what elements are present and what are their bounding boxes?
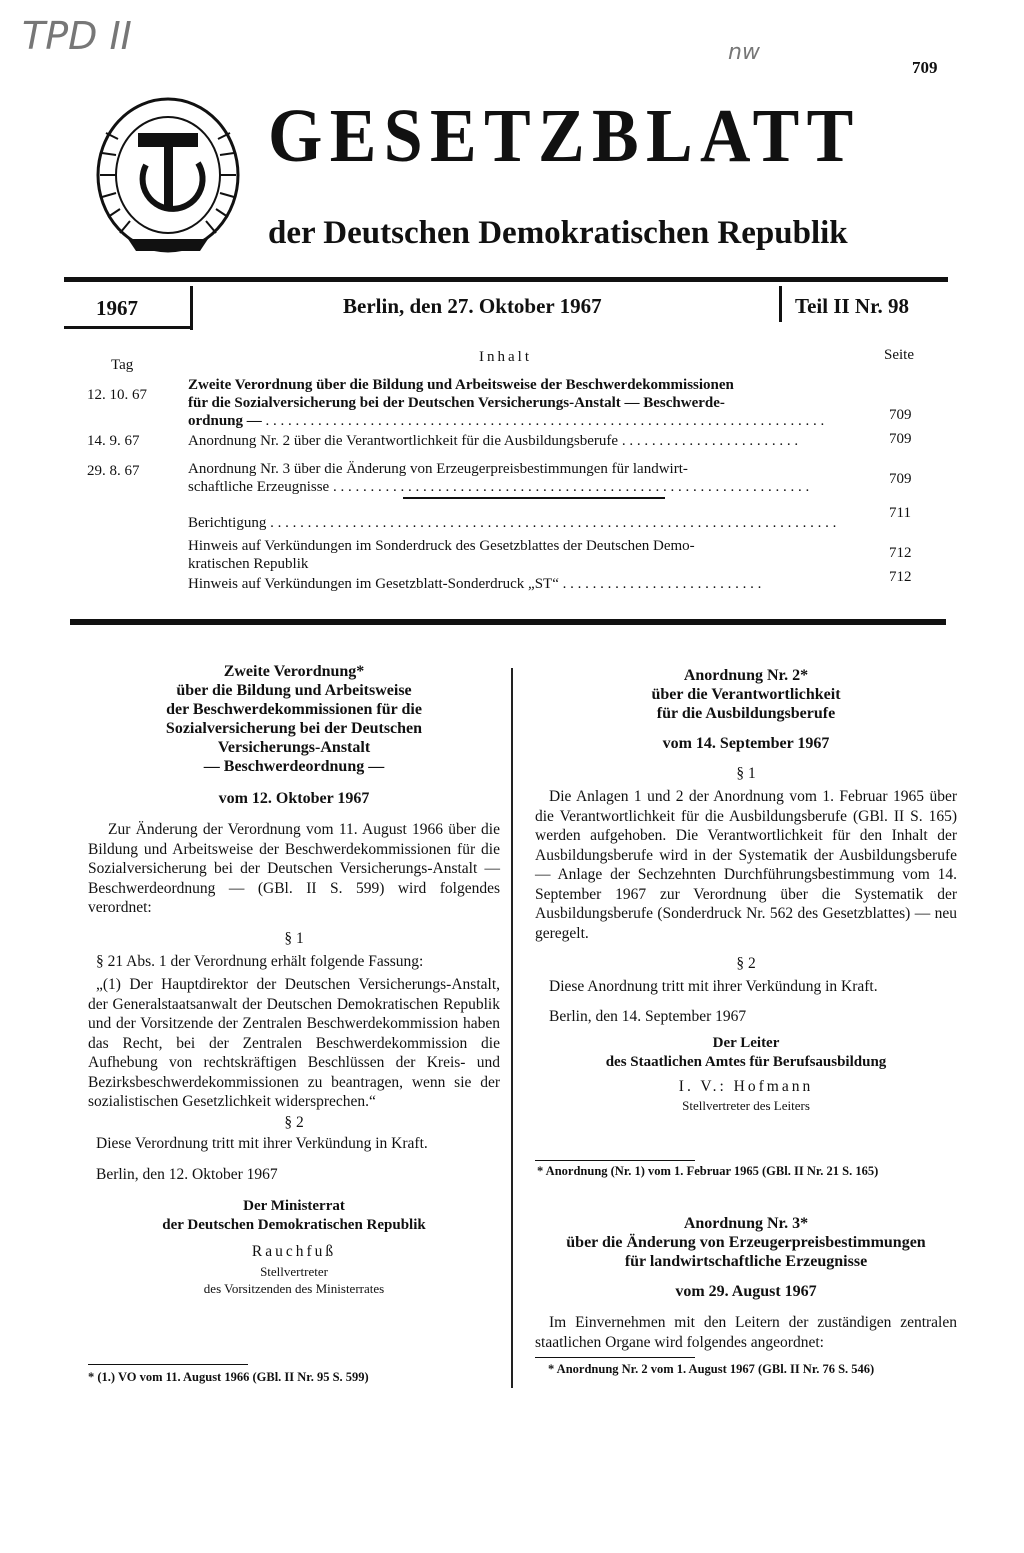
- right-footnote-rule: [535, 1160, 695, 1161]
- left-footnote: * (1.) VO vom 11. August 1966 (GBl. II Nr. 95 S. 599): [88, 1370, 369, 1384]
- issue-date: Berlin, den 27. Oktober 1967: [343, 294, 602, 318]
- left-heading: [88, 662, 500, 776]
- heading-line: Versicherungs-Anstalt: [217, 739, 371, 756]
- left-place-date: Berlin, den 12. Oktober 1967: [96, 1166, 278, 1183]
- toc-bottom-rule: [70, 619, 946, 625]
- left-signature-role: [88, 1263, 500, 1297]
- toc-entry-page: 711: [889, 505, 911, 521]
- right-signature-role: Stellvertreter des Leiters: [682, 1098, 810, 1113]
- issue-bar-divider-2: [779, 286, 782, 322]
- masthead-title: GESETZBLATT: [268, 94, 861, 178]
- toc-entry: [188, 537, 843, 573]
- heading-line: Sozialversicherung bei der Deutschen: [165, 720, 423, 737]
- sig-line: Der Leiter: [712, 1035, 780, 1051]
- sig-line: Der Ministerrat: [243, 1197, 345, 1214]
- right-section-2: § 2: [736, 955, 756, 972]
- left-column: [88, 662, 500, 1297]
- heading-line: Anordnung Nr. 2*: [683, 667, 809, 684]
- left-signature-name: Rauchfuß: [251, 1242, 337, 1260]
- toc-entry: Anordnung Nr. 2 über die Verantwortlichkeit für die Ausbildungsberufe . . . . . . . . . . . . . . . . . . . . . . . .: [188, 433, 799, 449]
- column-divider: [511, 668, 513, 1388]
- toc-entry-page: 712: [889, 545, 912, 561]
- toc-separator: [403, 497, 665, 499]
- right-footnote: * Anordnung (Nr. 1) vom 1. Februar 1965 (GBl. II Nr. 21 S. 165): [537, 1164, 879, 1178]
- page-number: 709: [912, 58, 938, 77]
- toc-entry: Anordnung Nr. 3 über die Änderung von Erzeugerpreisbestimmungen für landwirt- schaftliche Erzeugnisse . . . . . . . . . . . . . . . . . . . . . . . . . . . . . . . . . . . . . . . . . . . . . . . . . . . . . . . . . . . . . . . .: [188, 460, 843, 496]
- toc-entry: Berichtigung . . . . . . . . . . . . . . . . . . . . . . . . . . . . . . . . . . . . . . . . . . . . . . . . . . . . . . . . . . . . . . . . . . . . . . . . . . . .: [188, 515, 837, 531]
- toc-entry-page: 709: [889, 407, 912, 423]
- heading-line: über die Bildung und Arbeitsweise: [176, 682, 412, 699]
- sig-line: der Deutschen Demokratischen Republik: [162, 1216, 426, 1233]
- issue-bar-divider: [190, 286, 193, 330]
- left-section-1-quote: „(1) Der Hauptdirektor der Deutschen Versicherungs-Anstalt, der Generalstaatsanwalt der Deutschen Demokratischen Republik und der Vorsitzende der Zentralen Beschwerdekommission haben das Recht, bei der Zentralen Beschwerdekommission die Aufhebung von rechtskräftigen Beschlüssen der Kreis- und Bezirksbeschwerdekommissionen zu beantragen, wenn sie der sozialistischen Gesetzlichkeit widersprechen.“: [88, 976, 500, 1110]
- right-heading-3: [535, 1214, 957, 1271]
- state-emblem-icon: [88, 93, 248, 263]
- left-intro: Zur Änderung der Verordnung vom 11. August 1966 über die Bildung und Arbeitsweise der Beschwerdekommissionen für die Sozialversicherung bei der Deutschen Versicherungs-Anstalt — Beschwerdeordnung — (GBl. II S. 599) wird folgendes verordnet:: [88, 821, 500, 916]
- toc-entry-line: Berichtigung: [188, 515, 267, 531]
- left-date: vom 12. Oktober 1967: [218, 790, 370, 807]
- right-place-date: Berlin, den 14. September 1967: [549, 1007, 747, 1025]
- toc-col-inhalt: Inhalt: [479, 349, 532, 365]
- right-column: [535, 666, 957, 1114]
- toc-entry-page: 709: [889, 431, 912, 447]
- right-section-1-text: Die Anlagen 1 und 2 der Anordnung vom 1. Februar 1965 über die Verantwortlichkeit für die Ausbildungsberufe (GBl. II S. 165) werden aufgehoben. Die Verantwortlichkeit für den Inhalt der Ausbildungsberufe wird in der Systematik der Ausbildungsberufe — Anlage der Sechzehnten Durchführungsbestimmung vom 14. September 1967 zur Verordnung über die Systematik der Ausbildungsberufe (Sonderdruck Nr. 562 des Gesetzblattes) — neu geregelt.: [535, 788, 957, 942]
- toc-entry-line: Anordnung Nr. 2 über die Verantwortlichkeit für die Ausbildungsberufe: [188, 433, 619, 449]
- issue-part: Teil II Nr. 98: [795, 294, 909, 318]
- right-footnote-3: * Anordnung Nr. 2 vom 1. August 1967 (GBl. II Nr. 76 S. 546): [548, 1362, 875, 1376]
- right-date-3: vom 29. August 1967: [675, 1283, 817, 1300]
- toc-col-seite: Seite: [884, 347, 914, 363]
- left-section-2: § 2: [284, 1113, 304, 1131]
- heading-line: Zweite Verordnung*: [223, 663, 365, 680]
- toc-entry-page: 712: [889, 569, 912, 585]
- sig-line: des Vorsitzenden des Ministerrates: [203, 1280, 385, 1296]
- toc-entry-line: Anordnung Nr. 3 über die Änderung von Erzeugerpreisbestimmungen für landwirt-: [188, 461, 688, 477]
- left-section-2-text: Diese Verordnung tritt mit ihrer Verkündung in Kraft.: [96, 1134, 428, 1152]
- toc-entry-line: schaftliche Erzeugnisse: [188, 479, 330, 495]
- toc-entry-line: kratischen Republik: [188, 556, 309, 572]
- heading-line: über die Verantwortlichkeit: [651, 686, 841, 703]
- left-section-1-text: § 21 Abs. 1 der Verordnung erhält folgende Fassung:: [96, 952, 424, 970]
- heading-line: der Beschwerdekommissionen für die: [166, 701, 422, 718]
- left-signature-org: [88, 1197, 500, 1235]
- right-signature-name: I. V.: Hofmann: [678, 1078, 814, 1095]
- heading-line: für die Ausbildungsberufe: [656, 705, 836, 722]
- right-intro-3: Im Einvernehmen mit den Leitern der zuständigen zentralen staatlichen Organe wird folgendes angeordnet:: [535, 1314, 957, 1351]
- heading-line: — Beschwerdeordnung —: [203, 758, 385, 775]
- right-section-2-text: Diese Anordnung tritt mit ihrer Verkündung in Kraft.: [549, 978, 878, 995]
- heading-line: Anordnung Nr. 3*: [683, 1215, 809, 1232]
- sig-line: Stellvertreter: [260, 1263, 328, 1279]
- toc-entry-page: 709: [889, 471, 912, 487]
- masthead-subtitle: der Deutschen Demokratischen Republik: [268, 215, 848, 251]
- issue-bar-year-underline: [64, 326, 192, 329]
- toc-entry-line: Zweite Verordnung über die Bildung und Arbeitsweise der Beschwerdekommissionen: [188, 377, 734, 393]
- toc-entry-line: für die Sozialversicherung bei der Deutschen Versicherungs-Anstalt — Beschwerde-: [188, 395, 725, 411]
- toc-entry: Zweite Verordnung über die Bildung und Arbeitsweise der Beschwerdekommissionen für die Sozialversicherung bei der Deutschen Versicherungs-Anstalt — Beschwerde- ordnung — . . . . . . . . . . . . . . . . . . . . . . . . . . . . . . . . . . . . . . . . . . . . . . . . . . . . . . . . . . . . . . . . . . . . . . . . . . .: [188, 376, 843, 430]
- right-signature-org: [535, 1034, 957, 1072]
- sig-line: des Staatlichen Amtes für Berufsausbildung: [605, 1054, 887, 1070]
- left-footnote-rule: [88, 1364, 248, 1365]
- toc-entry: Hinweis auf Verkündungen im Gesetzblatt-Sonderdruck „ST“ . . . . . . . . . . . . . . . . . . . . . . . . . . .: [188, 576, 762, 592]
- toc-entry-line: Hinweis auf Verkündungen im Gesetzblatt-Sonderdruck „ST“: [188, 576, 559, 592]
- left-section-1: § 1: [284, 929, 304, 947]
- issue-bar-top-rule: [64, 277, 948, 282]
- heading-line: über die Änderung von Erzeugerpreisbestimmungen: [566, 1234, 926, 1251]
- toc-entry-date: 12. 10. 67: [87, 387, 147, 403]
- handwritten-note-left: TPD II: [22, 14, 132, 58]
- toc-entry-line: Hinweis auf Verkündungen im Sonderdruck des Gesetzblattes der Deutschen Demo-: [188, 538, 695, 554]
- right-section-1: § 1: [736, 765, 756, 782]
- handwritten-note-mid: nw: [728, 40, 760, 65]
- toc-entry-date: 14. 9. 67: [87, 433, 140, 449]
- toc-entry-line: ordnung —: [188, 413, 262, 429]
- right-footnote-3-rule: [535, 1357, 695, 1358]
- toc-col-tag: Tag: [111, 357, 134, 373]
- right-heading: [535, 666, 957, 723]
- heading-line: für landwirtschaftliche Erzeugnisse: [624, 1253, 868, 1270]
- right-date: vom 14. September 1967: [662, 735, 830, 752]
- right-column-second: [535, 1214, 957, 1352]
- issue-year: 1967: [96, 296, 138, 320]
- toc-entry-date: 29. 8. 67: [87, 463, 140, 479]
